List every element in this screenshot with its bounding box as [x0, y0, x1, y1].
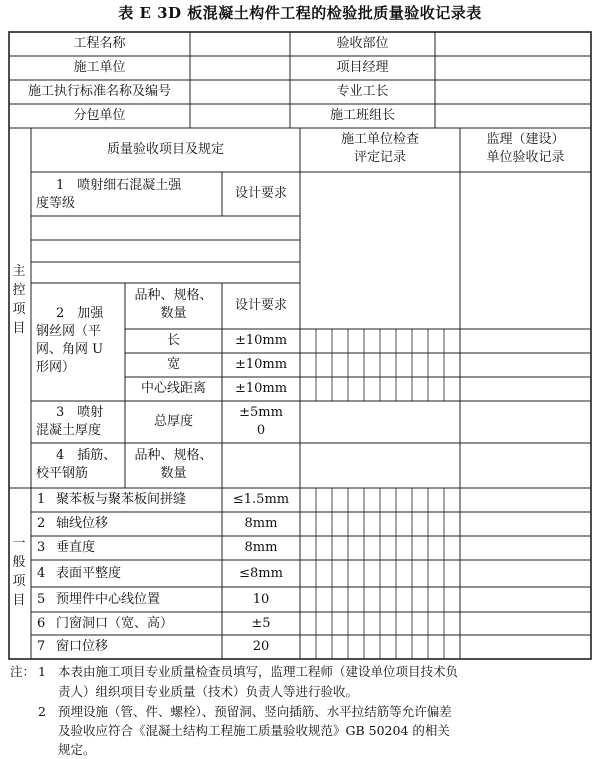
- general-item-number: 6: [37, 615, 46, 631]
- general-item-tolerance: 10: [252, 591, 270, 607]
- general-item-number: 4: [37, 565, 46, 581]
- section-label-main: 主控项目: [12, 264, 26, 336]
- label-foreman: 专业工长: [336, 84, 389, 99]
- label-construction-unit: 施工单位: [73, 60, 126, 75]
- general-item-number: 3: [37, 540, 46, 555]
- main-thickness-tol-l2: 0: [256, 423, 266, 438]
- general-item-number: 5: [37, 591, 46, 607]
- main-item4-l2: 校平钢筋: [36, 466, 89, 481]
- note1-number: 1: [38, 664, 46, 679]
- general-item-name: 窗口位移: [56, 639, 109, 654]
- note1-line2: 责人）组织项目专业质量（技术）负责人等进行验收。: [58, 684, 359, 699]
- main-item2-l2: 钢丝网（平: [36, 324, 102, 339]
- section-label-general: 一般项目: [12, 536, 26, 608]
- general-item-tolerance: ≤1.5mm: [232, 492, 290, 507]
- note2-line1: 预埋设施（管、件、螺栓）、预留洞、竖向插筋、水平拉结筋等允许偏差: [58, 704, 452, 719]
- note2-line3: 规定。: [58, 742, 96, 757]
- general-item-name: 门窗洞口（宽、高）: [56, 615, 174, 631]
- general-item-number: 7: [37, 639, 46, 654]
- general-item-tolerance: ±5: [251, 615, 271, 631]
- label-subcontractor: 分包单位: [73, 108, 126, 123]
- general-item-name: 聚苯板与聚苯板间拼缝: [56, 492, 187, 507]
- main-item2-design: 设计要求: [234, 298, 287, 313]
- general-item-name: 轴线位移: [56, 516, 109, 531]
- main-item4-l1: 4 插筋、: [56, 448, 117, 463]
- main-item2-spec-l1: 品种、规格、: [134, 288, 213, 303]
- label-team-leader: 施工班组长: [329, 108, 395, 123]
- main-item2-l1: 2 加强: [56, 306, 104, 321]
- main-item2-l4: 形网）: [36, 360, 76, 375]
- main-item4-spec-l2: 数量: [160, 466, 187, 481]
- main-length-tol: ±10mm: [234, 333, 288, 348]
- note1-line1: 本表由施工项目专业质量检查员填写，监理工程师（建设单位项目技术负: [58, 664, 459, 679]
- label-project-name: 工程名称: [73, 36, 126, 51]
- general-item-name: 表面平整度: [56, 565, 122, 581]
- label-standard: 施工执行标准名称及编号: [27, 84, 171, 99]
- main-width-tol: ±10mm: [234, 357, 288, 372]
- main-width-label: 宽: [166, 357, 180, 372]
- main-item1-l2: 度等级: [36, 196, 76, 211]
- main-thickness-label: 总厚度: [153, 414, 193, 429]
- general-item-tolerance: ≤8mm: [239, 565, 283, 581]
- label-project-manager: 项目经理: [336, 60, 389, 75]
- main-thickness-tol-l1: ±5mm: [239, 405, 283, 420]
- general-item-number: 2: [37, 516, 46, 531]
- main-center-label: 中心线距离: [140, 381, 206, 396]
- general-item-tolerance: 20: [252, 639, 270, 654]
- general-item-name: 垂直度: [56, 540, 96, 555]
- general-item-number: 1: [37, 492, 46, 507]
- col-supervision-header-l1: 监理（建设）: [486, 132, 565, 147]
- general-item-tolerance: 8mm: [244, 516, 278, 531]
- table-title: 表 E 3D 板混凝土构件工程的检验批质量验收记录表: [118, 4, 482, 22]
- note2-number: 2: [38, 704, 46, 719]
- col-supervision-header-l2: 单位验收记录: [486, 150, 565, 165]
- main-item1-design: 设计要求: [234, 186, 287, 201]
- note2-line2: 及验收应符合《混凝土结构工程施工质量验收规范》GB 50204 的相关: [58, 723, 450, 738]
- col-inspection-header-l1: 施工单位检查: [340, 132, 419, 147]
- general-item-name: 预埋件中心线位置: [56, 591, 161, 607]
- col-inspection-header-l2: 评定记录: [353, 150, 406, 165]
- col-items-header: 质量验收项目及规定: [106, 142, 224, 157]
- general-item-tolerance: 8mm: [244, 540, 278, 555]
- main-item3-l1: 3 喷射: [56, 405, 104, 420]
- main-item2-l3: 网、角网 U: [36, 342, 104, 357]
- main-item4-spec-l1: 品种、规格、: [134, 448, 213, 463]
- notes-prefix: 注：: [10, 664, 36, 679]
- main-center-tol: ±10mm: [234, 381, 288, 396]
- main-length-label: 长: [166, 333, 180, 348]
- main-item1-l1: 1 喷射细石混凝土强: [56, 178, 182, 193]
- main-item3-l2: 混凝土厚度: [36, 423, 102, 438]
- label-acceptance-part: 验收部位: [336, 36, 389, 51]
- main-item2-spec-l2: 数量: [160, 306, 187, 321]
